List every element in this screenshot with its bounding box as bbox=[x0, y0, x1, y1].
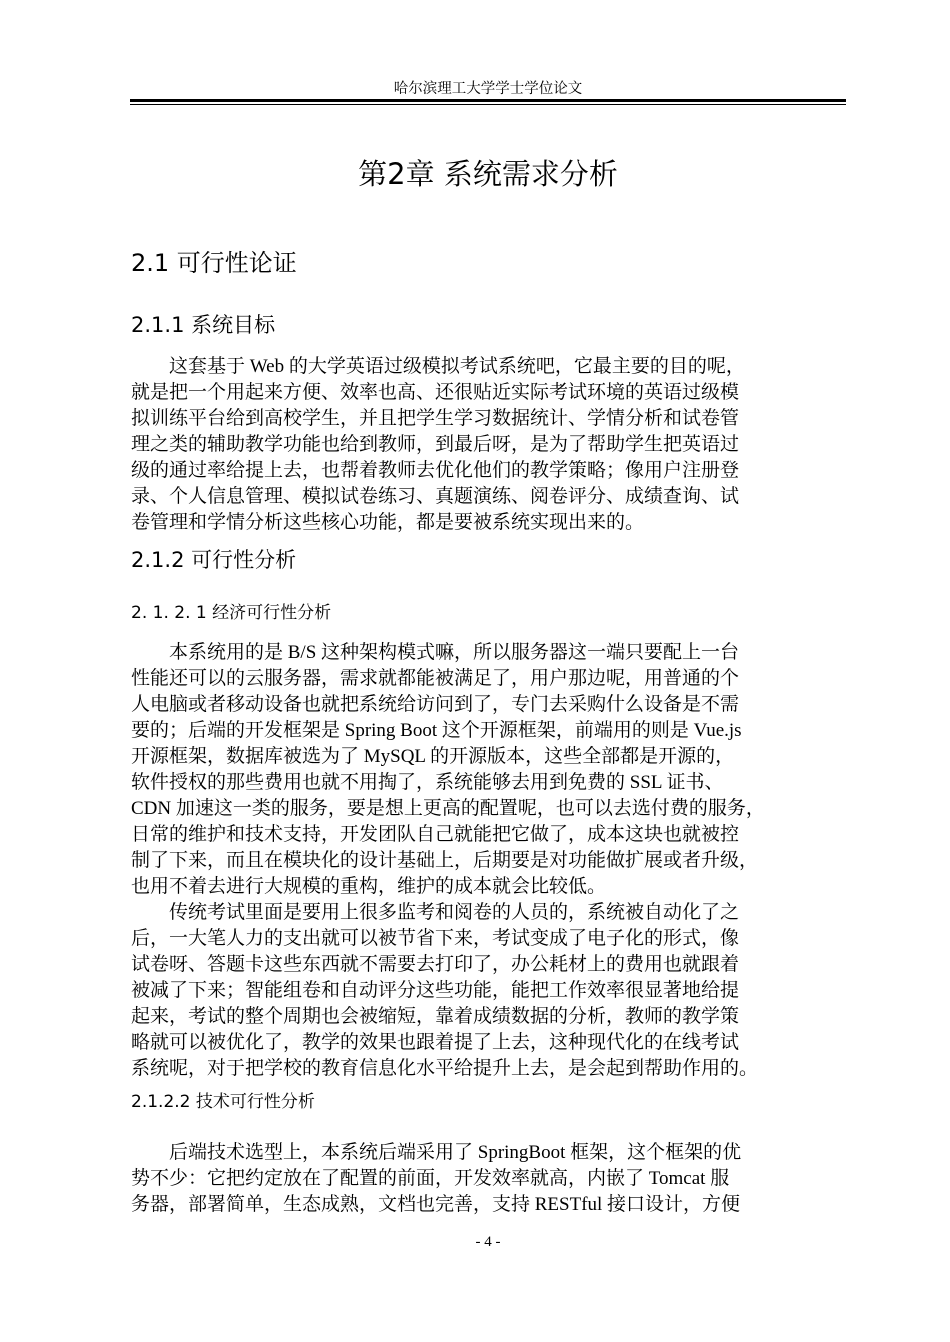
paragraph-line: 就是把一个用起来方便、效率也高、还很贴近实际考试环境的英语过级模 bbox=[131, 382, 740, 403]
paragraph-line: 系统呢，对于把学校的教育信息化水平给提升上去，是会起到帮助作用的。 bbox=[131, 1058, 759, 1079]
paragraph-economic-feasibility-2 bbox=[131, 900, 857, 1082]
paragraph-line: CDN 加速这一类的服务，要是想上更高的配置呢，也可以去选付费的服务， bbox=[131, 798, 765, 819]
paragraph-line: 这套基于 Web 的大学英语过级模拟考试系统吧，它最主要的目的呢， bbox=[169, 356, 745, 377]
paragraph-line: 后端技术选型上，本系统后端采用了 SpringBoot 框架，这个框架的优 bbox=[169, 1142, 742, 1163]
section-heading-2-1: 2.1 可行性论证 bbox=[131, 249, 297, 277]
paragraph-line: 本系统用的是 B/S 这种架构模式嘛，所以服务器这一端只要配上一台 bbox=[169, 642, 740, 663]
paragraph-line: 拟训练平台给到高校学生，并且把学生学习数据统计、学情分析和试卷管 bbox=[131, 408, 740, 429]
paragraph-line: 要的；后端的开发框架是 Spring Boot 这个开源框架，前端用的则是 Vue.js bbox=[131, 720, 742, 741]
running-header: 哈尔滨理工大学学士学位论文 bbox=[393, 81, 583, 97]
paragraph-line: 制了下来，而且在模块化的设计基础上，后期要是对功能做扩展或者升级， bbox=[131, 850, 759, 871]
paragraph-line: 传统考试里面是要用上很多监考和阅卷的人员的，系统被自动化了之 bbox=[169, 902, 740, 923]
paragraph-line: 开源框架，数据库被选为了 MySQL 的开源版本，这些全部都是开源的， bbox=[131, 746, 735, 767]
paragraph-line: 被减了下来；智能组卷和自动评分这些功能，能把工作效率很显著地给提 bbox=[131, 980, 740, 1001]
paragraph-economic-feasibility-1 bbox=[131, 640, 857, 900]
paragraph-line: 试卷呀、答题卡这些东西就不需要去打印了，办公耗材上的费用也就跟着 bbox=[131, 954, 740, 975]
header-rule-thick bbox=[130, 99, 846, 102]
section-heading-2-1-2-1: 2. 1. 2. 1 经济可行性分析 bbox=[131, 603, 332, 623]
paragraph-line: 性能还可以的云服务器，需求就都能被满足了，用户那边呢，用普通的个 bbox=[131, 668, 740, 689]
chapter-title: 第2章 系统需求分析 bbox=[358, 157, 618, 191]
page-number: - 4 - bbox=[475, 1234, 501, 1250]
paragraph-line: 略就可以被优化了，教学的效果也跟着提了上去，这种现代化的在线考试 bbox=[131, 1032, 740, 1053]
paragraph-line: 卷管理和学情分析这些核心功能，都是要被系统实现出来的。 bbox=[131, 512, 645, 533]
header-rule-thin bbox=[130, 104, 846, 105]
section-heading-2-1-1: 2.1.1 系统目标 bbox=[131, 313, 276, 337]
paragraph-line: 后，一大笔人力的支出就可以被节省下来，考试变成了电子化的形式，像 bbox=[131, 928, 740, 949]
paragraph-line: 人电脑或者移动设备也就把系统给访问到了，专门去采购什么设备是不需 bbox=[131, 694, 740, 715]
paragraph-line: 级的通过率给提上去，也帮着教师去优化他们的教学策略；像用户注册登 bbox=[131, 460, 740, 481]
paragraph-line: 也用不着去进行大规模的重构，维护的成本就会比较低。 bbox=[131, 876, 607, 897]
paragraph-line: 录、个人信息管理、模拟试卷练习、真题演练、阅卷评分、成绩查询、试 bbox=[131, 486, 740, 507]
paragraph-line: 日常的维护和技术支持，开发团队自己就能把它做了，成本这块也就被控 bbox=[131, 824, 740, 845]
section-heading-2-1-2: 2.1.2 可行性分析 bbox=[131, 548, 297, 572]
paragraph-line: 理之类的辅助教学功能也给到教师，到最后呀，是为了帮助学生把英语过 bbox=[131, 434, 740, 455]
paragraph-line: 势不少：它把约定放在了配置的前面，开发效率就高，内嵌了 Tomcat 服 bbox=[131, 1168, 730, 1189]
paragraph-technical-feasibility bbox=[131, 1140, 857, 1218]
paragraph-line: 起来，考试的整个周期也会被缩短，靠着成绩数据的分析，教师的教学策 bbox=[131, 1006, 740, 1027]
paragraph-line: 务器，部署简单，生态成熟，文档也完善，支持 RESTful 接口设计，方便 bbox=[131, 1194, 741, 1215]
section-heading-2-1-2-2: 2.1.2.2 技术可行性分析 bbox=[131, 1092, 315, 1112]
paragraph-line: 软件授权的那些费用也就不用掏了，系统能够去用到免费的 SSL 证书、 bbox=[131, 772, 724, 793]
paragraph-system-goals bbox=[131, 354, 857, 536]
